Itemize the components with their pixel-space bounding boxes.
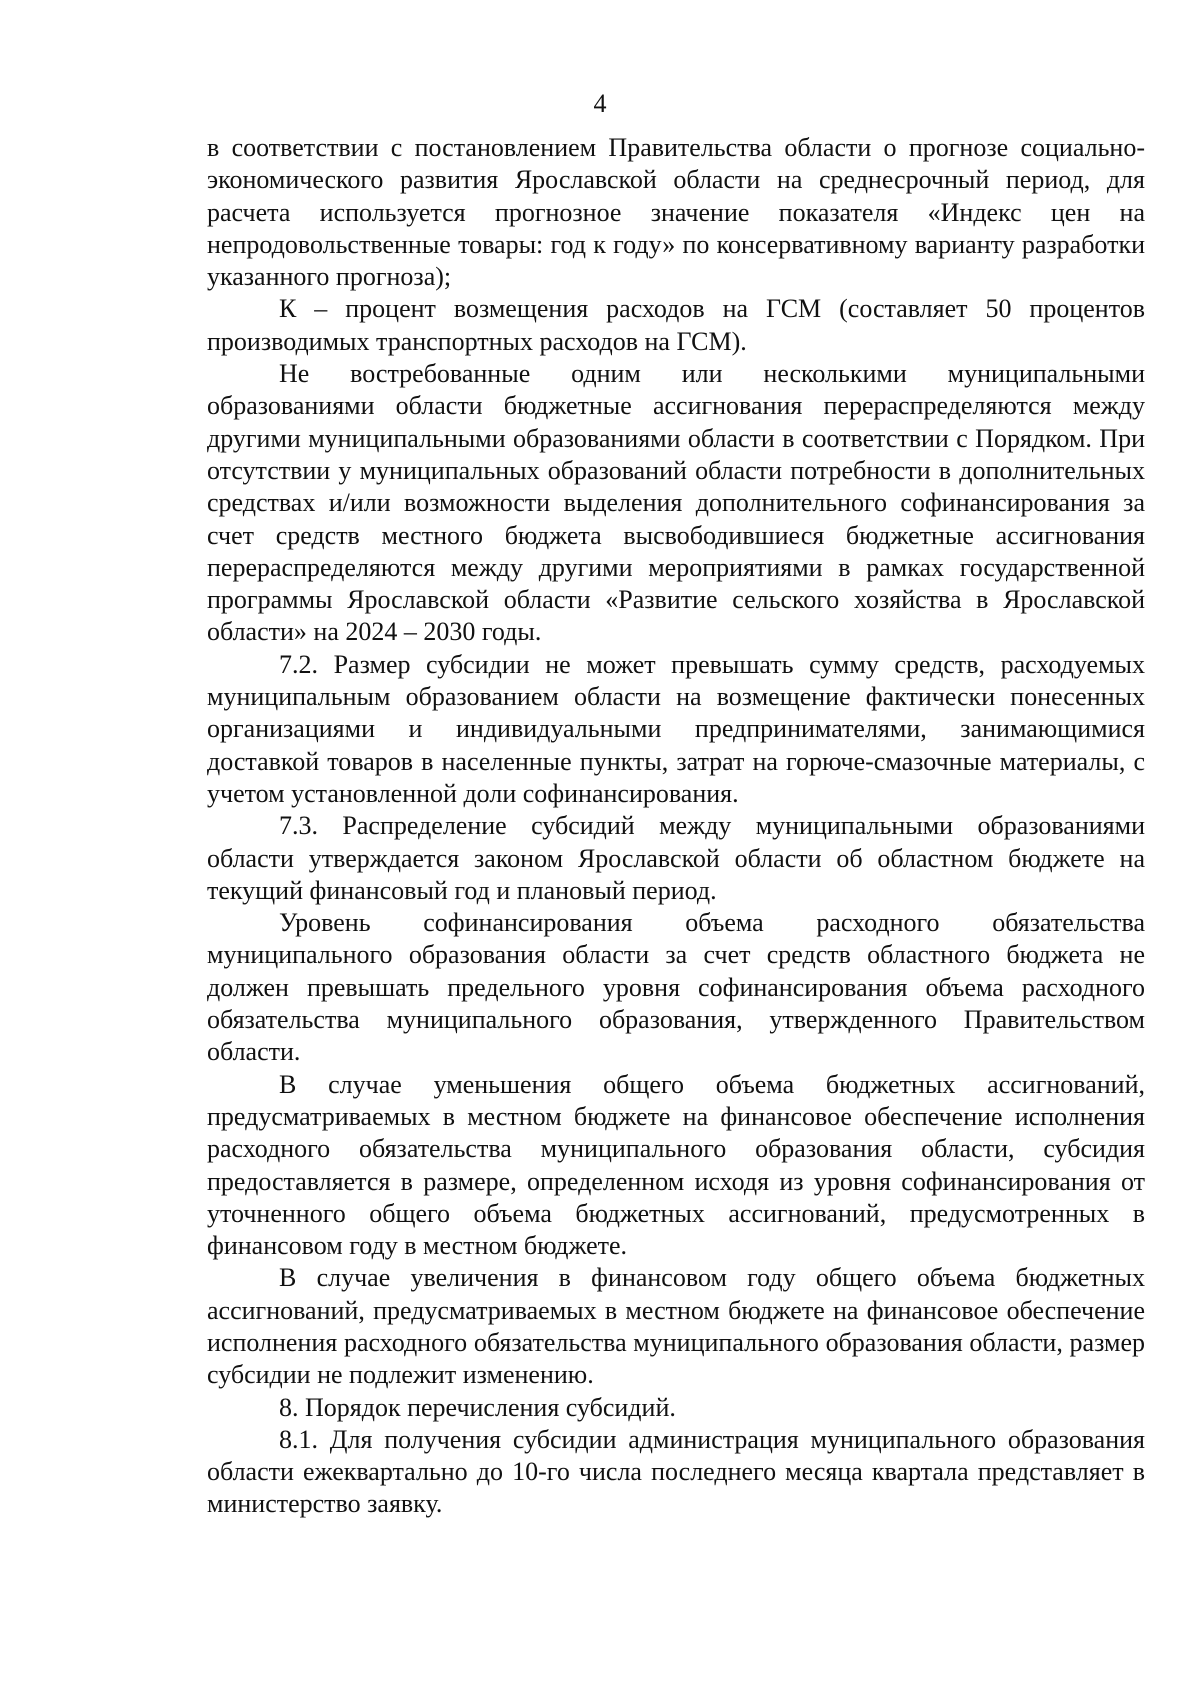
paragraph-cofinancing-level: Уровень софинансирования объема расходного обязательства муниципального образования области за счет средств областного бюджета не должен превышать предельного уровня софинансирования объема расходного обязательства муниципального образования, утвержденного Правительством области. <box>207 908 1145 1067</box>
paragraph-increase-case: В случае увеличения в финансовом году общего объема бюджетных ассигнований, предусматриваемых в местном бюджете на финансовое обеспечение исполнения расходного обязательства муниципального образования области, размер субсидии не подлежит изменению. <box>207 1263 1145 1390</box>
page-number: 4 <box>593 89 607 118</box>
paragraph-8-1: 8.1. Для получения субсидии администрация муниципального образования области ежеквартально до 10-го числа последнего месяца квартала представляет в министерство заявку. <box>207 1424 1145 1519</box>
paragraph-7-3: 7.3. Распределение субсидий между муниципальными образованиями области утверждается законом Ярославской области об областном бюджете на текущий финансовый год и плановый период. <box>207 811 1145 905</box>
paragraph-continuation: в соответствии с постановлением Правительства области о прогнозе социально-экономического развития Ярославской области на среднесрочный период, для расчета используется прогнозное значение показателя «Индекс цен на непродовольственные товары: год к году» по консервативному варианту разработки указанного прогноза); <box>207 133 1145 292</box>
paragraph-k-definition: К – процент возмещения расходов на ГСМ (составляет 50 процентов производимых транспортных расходов на ГСМ). <box>207 294 1145 356</box>
paragraph-redistribution: Не востребованные одним или несколькими муниципальными образованиями области бюджетные ассигнования перераспределяются между другими муниципальными образованиями области в соответствии с Порядком. При отсутствии у муниципальных образований области потребности в дополнительных средствах и/или возможности выделения дополнительного софинансирования за счет средств местного бюджета высвободившиеся бюджетные ассигнования перераспределяются между другими мероприятиями в рамках государственной программы Ярославской области «Развитие сельского хозяйства в Ярославской области» на 2024 – 2030 годы. <box>207 359 1145 647</box>
paragraph-decrease-case: В случае уменьшения общего объема бюджетных ассигнований, предусматриваемых в местном бюджете на финансовое обеспечение исполнения расходного обязательства муниципального образования области, субсидия предоставляется в размере, определенном исходя из уровня софинансирования от уточненного общего объема бюджетных ассигнований, предусмотренных в финансовом году в местном бюджете. <box>207 1069 1145 1261</box>
document-body <box>207 132 1145 1521</box>
section-heading-8: 8. Порядок перечисления субсидий. <box>279 1392 676 1422</box>
paragraph-7-2: 7.2. Размер субсидии не может превышать сумму средств, расходуемых муниципальным образованием области на возмещение фактически понесенных организациями и индивидуальными предпринимателями, занимающимися доставкой товаров в населенные пункты, затрат на горюче-смазочные материалы, с учетом установленной доли софинансирования. <box>207 649 1145 808</box>
